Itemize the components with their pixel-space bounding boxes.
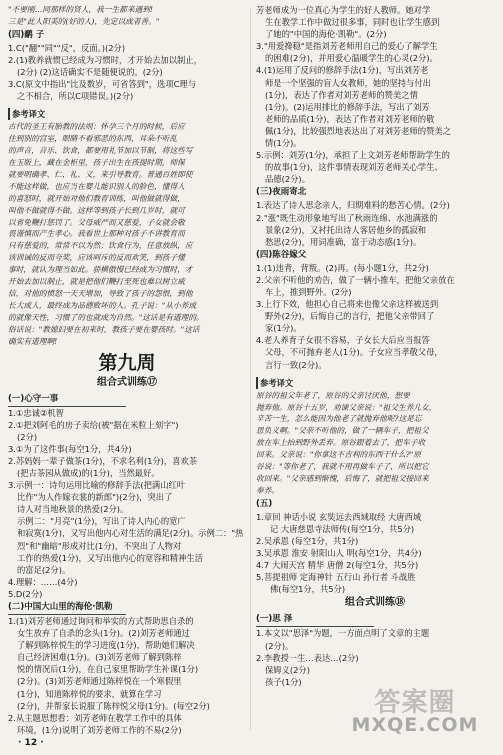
section-heading: (三)夜雨寄北 — [256, 187, 307, 198]
translation-line: 三是"此人阳美的(好的人)，先定以成者善。" — [8, 16, 160, 26]
text-line: 景象(2分)，又衬托出诗人客居他乡的孤寂和 — [265, 224, 427, 235]
text-line: (把古茶园从做成)的(1分)，当然最好。 — [17, 467, 160, 478]
translation-line: 放在车上抬到野外丢弃。原谷跟着去了，把车子收 — [256, 438, 426, 448]
section-heading: (四)陈谷嫁父 — [256, 249, 307, 260]
text-line: 环境，(1分)说明了刘芳老师工作的不易(2分) — [17, 724, 182, 735]
text-line: 1.表达了诗人思念亲人，归期难料的愁苦心情。(2分) — [256, 200, 450, 211]
translation-line: 的喜怒时，就开始对他们教育训练，叫他做就得做， — [8, 193, 185, 203]
text-line: 了她的"中国的海伦·凯勒"。(2分) — [265, 29, 387, 40]
text-line: 芳老师成为一位真心为学生的好人教师。她对学 — [256, 5, 431, 15]
text-line: 1.本文以"思泽"为题，一方面点明了文章的主题 — [256, 628, 430, 639]
translation-line: 辛苦一生，怎么能因为他老了就抛弃他呢?这是忘 — [256, 414, 422, 424]
text-line: 的困难(2分)，并用爱心温暖学生的心灵(2分)。 — [265, 53, 438, 64]
text-line: 2."涨"既生动形象地写出了秋雨连绵、水池满涨的 — [256, 212, 438, 223]
text-line: (2分)。 — [265, 640, 294, 651]
text-line: 女生放弃了自杀的念头(1分)。(2)刘芳老师通过 — [17, 628, 190, 639]
text-line: 2.①把刘阿毛的房子卖给(被"据在米粒上刻字") — [8, 419, 179, 430]
text-line: 3.C(原文中指出"比及数岁，可省答到"，选项C理与 — [8, 79, 197, 90]
text-line: 2.李教授一生…表达…(2分) — [256, 652, 359, 663]
text-line: 3.①为了这件事(每空1分，共4分) — [8, 443, 132, 454]
text-line: (2分) (2)这话确实不是随便说的。(2分) — [17, 67, 163, 77]
translation-line: 不能这样做，也应当在婴儿能识别人的脸色，懂得人 — [8, 181, 185, 191]
translation-line: 畏谨慎而产生孝心。我看世上那种对孩子不讲教育而 — [8, 229, 185, 239]
text-line: 1.①忠诚②机智 — [8, 407, 64, 418]
training-title: 组合式训练⑱ — [345, 597, 405, 609]
text-line: 2.从主题思想看：刘芳老师在教学工作中的具体 — [8, 712, 182, 723]
text-line: 3.上行下效，他担心自己将来也像父亲这样被送到 — [256, 299, 439, 310]
translation-line: 收回来。"父亲感到惭愧，后悔了，就把祖父接回来 — [256, 473, 429, 483]
translation-line: 只有慈爱的，常常不以为然；饮食行为，任意放纵，应 — [8, 241, 193, 251]
text-line: 3."用爱搀稳"是指刘芳老师用自己的爱心了解学生 — [256, 41, 438, 52]
text-line: 1.章回 神话小说 玄奘远去西域取经 大唐西域 — [256, 511, 422, 522]
section-heading: (二)中国大山里的海伦·凯勒 — [8, 601, 126, 615]
week-title: 第九周 — [98, 351, 156, 374]
text-line: 孩子(1分) — [265, 676, 302, 687]
text-line: 保姆义(2分) — [265, 664, 310, 675]
text-line: 工作的热爱(1分)，又写出他内心的宽容和精神生活 — [17, 552, 203, 563]
translation-line: 谷说："等你老了，我就不用再做车子了，所以把它 — [256, 462, 429, 472]
section-heading: (五) — [256, 498, 273, 509]
left-column — [8, 4, 246, 735]
text-line: 2.吴承恩 (每空1分，共1分) — [256, 535, 359, 546]
text-line: 老师的品质(1分)，表达了作者对刘芳老师的敬 — [265, 113, 435, 124]
text-line: 4.7 大闹天宫 精华 唐僧 2(每空1分，共5分) — [256, 560, 419, 571]
text-line: (1分)，知道陈梓悦的要求，就算在学习 — [17, 688, 162, 699]
text-line: 愁思(2分)，用词准确，富于动态感(1分)。 — [265, 236, 422, 247]
text-line: 3.吴承恩 淮安 射阳山人 明(每空1分，共4分) — [256, 548, 422, 559]
text-line: 的故事(1分)，这件事情表现刘芳老师关心学生、 — [265, 162, 443, 173]
text-line: 家(1分)。 — [265, 323, 302, 334]
training-title: 组合式训练⑰ — [97, 376, 157, 388]
reference-label-wrap — [8, 102, 246, 121]
page-number: · 12 · — [18, 738, 44, 748]
watermark-url: MXQE.COM — [351, 714, 479, 736]
text-line: 佩(1分)，比较强烈地表达出了对刘芳老师的赞美之 — [265, 125, 451, 136]
text-line: 示例二："月亮"(1分)，写出了诗人内心的宽广 — [17, 516, 186, 527]
text-line: 3.示例一：诗句运用比喻的修辞手法(把满山红叶 — [8, 480, 186, 491]
text-line: 之不相合，所以C项错误。)(2分) — [17, 91, 134, 102]
text-line: (1分)。(2)运用排比的修辞手法，写出了刘芳 — [265, 101, 430, 112]
translation-line: 开始去加以制止，就是把他们鞭打至死也难以树立威 — [8, 277, 185, 287]
text-line: 5.菩提祖师 定海神针 五行山 孙行者 斗战胜 — [256, 572, 416, 583]
translation-line: "不要刚…同那样的贤人，我一生都来遇到! — [8, 5, 154, 14]
text-line: 悦的情况后(1分)，在自己家里帮助学生补课(1分) — [17, 664, 199, 675]
translation-line: 信，对他的愤怒一天天增加，导致了孩子的怨恨，到他 — [8, 288, 193, 298]
text-line: 2.(1)教养就惯已经成为习惯时，才开始去加以制止， — [8, 54, 202, 65]
text-line: (2分)。(3)刘芳老师通过陈梓悦在一个寒假里 — [17, 676, 182, 687]
text-line: (2分) — [17, 431, 38, 442]
section-heading: (一)心守一事 — [8, 393, 126, 407]
translation-line: 长大成人，最终成为品德败坏的人。孔子说："从小养成 — [8, 300, 197, 310]
text-line: 记 大唐慈恩寺法师传(每空1分，共5分) — [270, 523, 415, 534]
translation-line: 恩负义啊。"父亲不听他的，做了一辆车子，把祖父 — [256, 426, 429, 436]
text-line: 父母，不可抛弃老人(1分)。子女应当孝敬父母， — [265, 347, 443, 358]
translation-line: 抛弃他。原谷十五岁，劝谏父亲说："祖父生养儿女， — [256, 402, 437, 412]
translation-line: 俗话说："教媳妇要在初来时，教孩子要在婴孩时。"这话 — [8, 324, 200, 334]
text-line: 1.C("翻""同""反"，反面。)(2分) — [8, 42, 126, 53]
text-line: 和寂寞(1分)，又写出他内心对生活的满足(2分)。示例二："热 — [17, 528, 244, 539]
text-line: 生在教学工作中做过很多事，同时也让学生感到 — [265, 17, 440, 28]
translation-line: 事时，就认为理当如此。骄横傲慢已经成为习惯时，才 — [8, 265, 193, 275]
text-line: (1分)，表达了作者对刘芳老师的赞美之情 — [265, 89, 418, 100]
text-line: 自己经济困难(1分)。(3)刘芳老师了解到陈梓 — [17, 652, 182, 663]
translation-line: 的就像天性，习惯了的也就成为自然。"这话是有道理的。 — [8, 312, 204, 322]
text-line: 佛(每空1分，共5分) — [270, 584, 346, 595]
watermark-logo: 答案圈 — [374, 688, 456, 718]
text-line: 野外(2分)，后悔自己的言行，把他父亲带回了 — [265, 311, 435, 322]
watermark — [330, 688, 500, 750]
translation-line: 奉养。 — [256, 485, 280, 495]
translation-line: 回来。父亲说："你拿这不吉利的东西干什么?"原 — [256, 450, 421, 460]
reference-translation-label: 参考译文 — [256, 377, 295, 389]
translation-line: 原谷的祖父年老了，原谷的父亲讨厌他，想要 — [256, 390, 410, 400]
text-line: 的富足(2分)。 — [17, 564, 71, 575]
text-line: 烈"和"幽暗"形成对比(1分)，不突出了人物对 — [17, 540, 182, 551]
text-line: 2.父亲不听他的劝告，做了一辆小推车，把他父亲放在 — [256, 274, 455, 285]
reference-label-wrap — [256, 371, 494, 390]
text-line: 1.(1)刘芳老师通过询问和举实的方式帮助思自杀的 — [8, 616, 194, 626]
text-line: 1.(1)违背，背叛。(2)再。(每小题1分，共2分) — [256, 262, 429, 273]
text-line: 车上，推到野外。(2分) — [265, 286, 352, 297]
text-line: 了解到陈梓悦生的学习进度(1分)，帮助她们解决 — [17, 640, 195, 651]
translation-line: 叫他不做就得不做。这样等到孩子长到几岁时，就可 — [8, 205, 185, 215]
text-line: 2.苏妈妈一辈子做茶(1分)，不求名利(1分)，喜欢茶 — [8, 455, 198, 466]
text-line: 诗人对当地秋景的热爱(2分)。 — [17, 504, 129, 515]
translation-line: 在玉版上，藏在金柜里，孩子出生在孩提时期，师保 — [8, 158, 185, 167]
text-line: 4.老人养育子女很不容易，子女长大后应当报答 — [256, 335, 430, 346]
right-column — [256, 4, 494, 734]
section-heading: (四)鹬 子 — [8, 29, 45, 40]
reference-translation-label: 参考译文 — [8, 108, 47, 120]
translation-line: 古代的圣王有胎教的法则：怀孕三个月的时候，后应 — [8, 122, 185, 132]
text-line: 4.理解：……(4分) — [8, 576, 78, 587]
translation-line: 确实有道理啊! — [8, 336, 58, 346]
text-line: 品德(2分)。 — [265, 174, 310, 185]
text-line: 4.(1)运用了反问的修辞手法(1分)，写出刘芳老 — [256, 65, 429, 76]
text-line: 5.示例：刘芳(1分)，承担了上文刘芳老师帮助学生的 — [256, 150, 450, 161]
translation-line: 的声音，音乐、饮食，都要用礼节加以节制，将这些写 — [8, 146, 193, 156]
translation-line: 该训诫的反而夸奖，应该呵斥的反而欢笑，到孩子懂 — [8, 253, 185, 263]
text-line: 师是一个坚强的盲人女教师，她的坚持与付出 — [265, 77, 431, 88]
translation-line: 就要明确孝、仁、礼、义，来引导教育。普通百姓即使 — [8, 169, 193, 179]
text-line: 5.D(2分) — [8, 588, 43, 599]
text-line: (2分)，并帮家长说服了陈梓悦父母(1分)。(每空2分) — [17, 700, 210, 711]
text-line: 比作"为人作嫁衣裳的新郎")(2分)，突出了 — [17, 492, 173, 503]
translation-line: 住到别的宫室，眼睛不看邪恶的东西，耳朵不听乱 — [8, 134, 178, 144]
text-line: 情(1分)。 — [265, 138, 302, 149]
column-divider — [250, 8, 251, 730]
translation-line: 以省免鞭打惩罚了。父母威严而又慈爱，子女就会敬 — [8, 217, 185, 227]
section-heading: (一)思 泽 — [256, 613, 374, 627]
text-line: 言行一致(2分)。 — [265, 359, 327, 370]
